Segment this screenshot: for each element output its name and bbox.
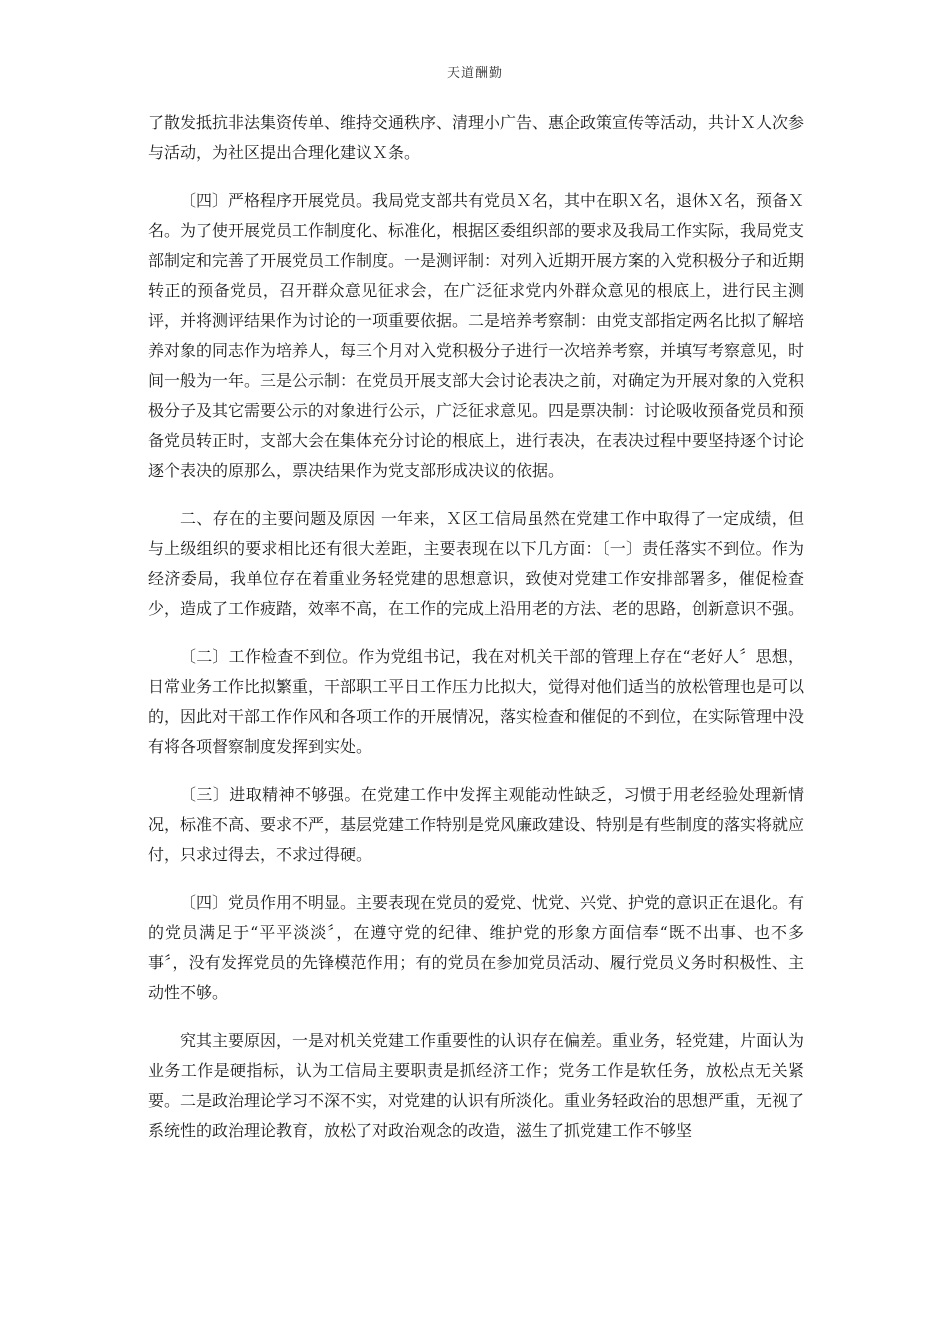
paragraph-continuation: 了散发抵抗非法集资传单、维持交通秩序、清理小广告、惠企政策宣传等活动，共计Ｘ人次参与活动，为社区提出合理化建议Ｘ条。 — [148, 113, 805, 162]
paragraph-party-member-development: 〔四〕严格程序开展党员。我局党支部共有党员Ｘ名，其中在职Ｘ名，退休Ｘ名，预备Ｘ名。为了使开展党员工作制度化、标准化，根据区委组织部的要求及我局工作实际，我局党支部制定和完善了开展党员工作制度。一是测评制：对列入近期开展方案的入党积极分子和近期转正的预备党员，召开群众意见征求会，在广泛征求党内外群众意见的根底上，进行民主测评，并将测评结果作为讨论的一项重要依据。二是培养考察制：由党支部指定两名比拟了解培养对象的同志作为培养人，每三个月对入党积极分子进行一次培养考察，并填写考察意见，时间一般为一年。三是公示制：在党员开展支部大会讨论表决之前，对确定为开展对象的入党积极分子及其它需要公示的对象进行公示，广泛征求意见。四是票决制：讨论吸收预备党员和预备党员转正时，支部大会在集体充分讨论的根底上，进行表决，在表决过程中要坚持逐个讨论逐个表决的原那么，票决结果作为党支部形成决议的依据。 — [148, 191, 805, 480]
paragraph-main-problems: 二、存在的主要问题及原因 一年来，Ｘ区工信局虽然在党建工作中取得了一定成绩，但与上级组织的要求相比还有很大差距，主要表现在以下几方面：〔一〕责任落实不到位。作为经济委局，我单位存在着重业务轻党建的思想意识，致使对党建工作安排部署多，催促检查少，造成了工作疲踏，效率不高，在工作的完成上沿用老的方法、老的思路，创新意识不强。 — [148, 509, 805, 618]
paragraph-inspection-issue: 〔二〕工作检查不到位。作为党组书记，我在对机关干部的管理上存在“老好人〞思想，日常业务工作比拟繁重，干部职工平日工作压力比拟大，觉得对他们适当的放松管理也是可以的，因此对干部工作作风和各项工作的开展情况，落实检查和催促的不到位，在实际管理中没有将各项督察制度发挥到实处。 — [148, 647, 805, 756]
page-header-title: 天道酬勤 — [446, 66, 503, 81]
paragraph-enterprising-spirit: 〔三〕进取精神不够强。在党建工作中发挥主观能动性缺乏，习惯于用老经验处理新情况，标准不高、要求不严，基层党建工作特别是党风廉政建设、特别是有些制度的落实将就应付，只求过得去，不求过得硬。 — [148, 785, 805, 864]
paragraph-root-causes: 究其主要原因，一是对机关党建工作重要性的认识存在偏差。重业务，轻党建，片面认为业务工作是硬指标，认为工信局主要职责是抓经济工作；党务工作是软任务，放松点无关紧要。二是政治理论学习不深不实，对党建的认识有所淡化。重业务轻政治的思想严重，无视了系统性的政治理论教育，放松了对政治观念的改造，滋生了抓党建工作不够坚 — [148, 1031, 805, 1140]
document-body — [148, 108, 804, 1146]
paragraph-member-role: 〔四〕党员作用不明显。主要表现在党员的爱党、忧党、兴党、护党的意识正在退化。有的党员满足于“平平淡淡〞，在遵守党的纪律、维护党的形象方面信奉“既不出事、也不多事〞，没有发挥党员的先锋模范作用；有的党员在参加党员活动、履行党员义务时积极性、主动性不够。 — [148, 893, 805, 1002]
